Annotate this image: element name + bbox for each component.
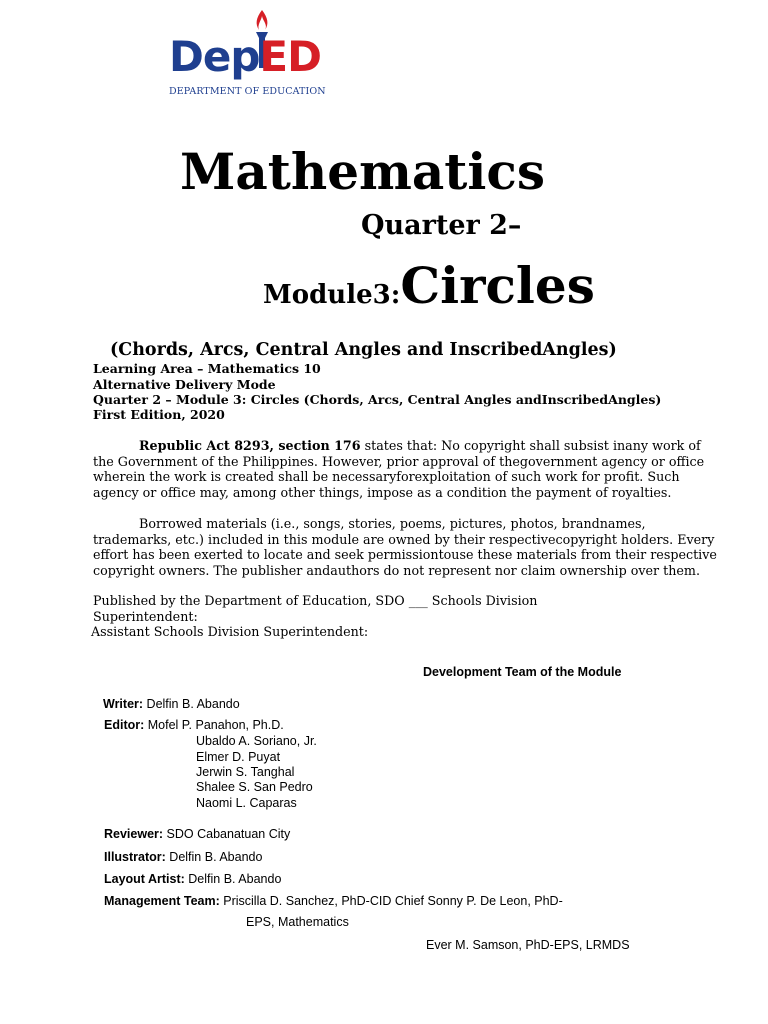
meta-edition: First Edition, 2020 bbox=[93, 407, 225, 422]
management-team-label: Management Team: bbox=[104, 894, 220, 908]
writer-row bbox=[103, 697, 240, 711]
copyright-paragraph: Republic Act 8293, section 176 states that: No copyright shall subsist inany work of the Government of the Philippines. However, prior approval of thegovernment agency or office wherein the work is created shall be necessaryforexploitation of such work for profit. Such agency or office may, among other things, impose as a condition the payment of royalties. bbox=[93, 438, 705, 500]
layout-artist-name: Delfin B. Abando bbox=[188, 872, 282, 886]
page-title: Mathematics bbox=[180, 142, 545, 201]
writer-name: Delfin B. Abando bbox=[146, 697, 240, 711]
editor-name: Shalee S. San Pedro bbox=[196, 780, 313, 794]
module-subtitle: (Chords, Arcs, Central Angles and InscribedAngles) bbox=[110, 340, 617, 360]
editor-name: Naomi L. Caparas bbox=[196, 796, 297, 810]
module-heading bbox=[263, 256, 595, 315]
editor-name: Mofel P. Panahon, Ph.D. bbox=[147, 718, 284, 732]
superintendent-line: Superintendent: bbox=[93, 609, 198, 624]
layout-artist-label: Layout Artist: bbox=[104, 872, 185, 886]
reviewer-row bbox=[104, 827, 290, 841]
meta-learning-area: Learning Area – Mathematics 10 bbox=[93, 361, 321, 376]
copyright-act: Republic Act 8293, section 176 bbox=[139, 438, 361, 453]
illustrator-row bbox=[104, 850, 262, 864]
deped-logo bbox=[165, 8, 360, 100]
meta-quarter-module: Quarter 2 – Module 3: Circles (Chords, Arcs, Central Angles andInscribedAngles) bbox=[93, 392, 662, 407]
editor-name: Elmer D. Puyat bbox=[196, 750, 281, 764]
department-of-education-text: DEPARTMENT OF EDUCATION bbox=[169, 86, 326, 97]
editor-name: Jerwin S. Tanghal bbox=[196, 765, 295, 779]
reviewer-label: Reviewer: bbox=[104, 827, 164, 841]
management-team-names: Priscilla D. Sanchez, PhD-CID Chief Sonny P. De Leon, PhD- bbox=[223, 894, 563, 908]
writer-label: Writer: bbox=[103, 697, 144, 711]
deped-wordmark: DepED bbox=[169, 32, 321, 81]
editor-name: Ubaldo A. Soriano, Jr. bbox=[196, 734, 317, 748]
assistant-superintendent-line: Assistant Schools Division Superintendent: bbox=[91, 624, 369, 639]
management-team-member: Ever M. Samson, PhD-EPS, LRMDS bbox=[426, 938, 630, 952]
published-by-line: Published by the Department of Education, SDO ___ Schools Division bbox=[93, 593, 538, 608]
editor-label: Editor: bbox=[104, 718, 145, 732]
module-prefix: Module3: bbox=[263, 280, 401, 310]
quarter-label: Quarter 2– bbox=[361, 210, 522, 241]
management-team-row bbox=[104, 894, 563, 908]
borrowed-materials-paragraph: Borrowed materials (i.e., songs, stories, poems, pictures, photos, brandnames, trademarks, etc.) included in this module are owned by their respectivecopyright holders. Every effort has been exerted to locate and seek permissiontouse these materials from their respective copyright owners. The publisher andauthors do not represent nor claim ownership over them. bbox=[93, 516, 717, 578]
layout-artist-row bbox=[104, 872, 281, 886]
editor-row bbox=[104, 718, 284, 732]
dev-team-heading: Development Team of the Module bbox=[423, 665, 622, 679]
illustrator-name: Delfin B. Abando bbox=[169, 850, 263, 864]
meta-delivery-mode: Alternative Delivery Mode bbox=[93, 377, 276, 392]
management-team-continued: EPS, Mathematics bbox=[246, 915, 349, 929]
module-title: Circles bbox=[400, 256, 595, 315]
illustrator-label: Illustrator: bbox=[104, 850, 166, 864]
reviewer-name: SDO Cabanatuan City bbox=[166, 827, 291, 841]
